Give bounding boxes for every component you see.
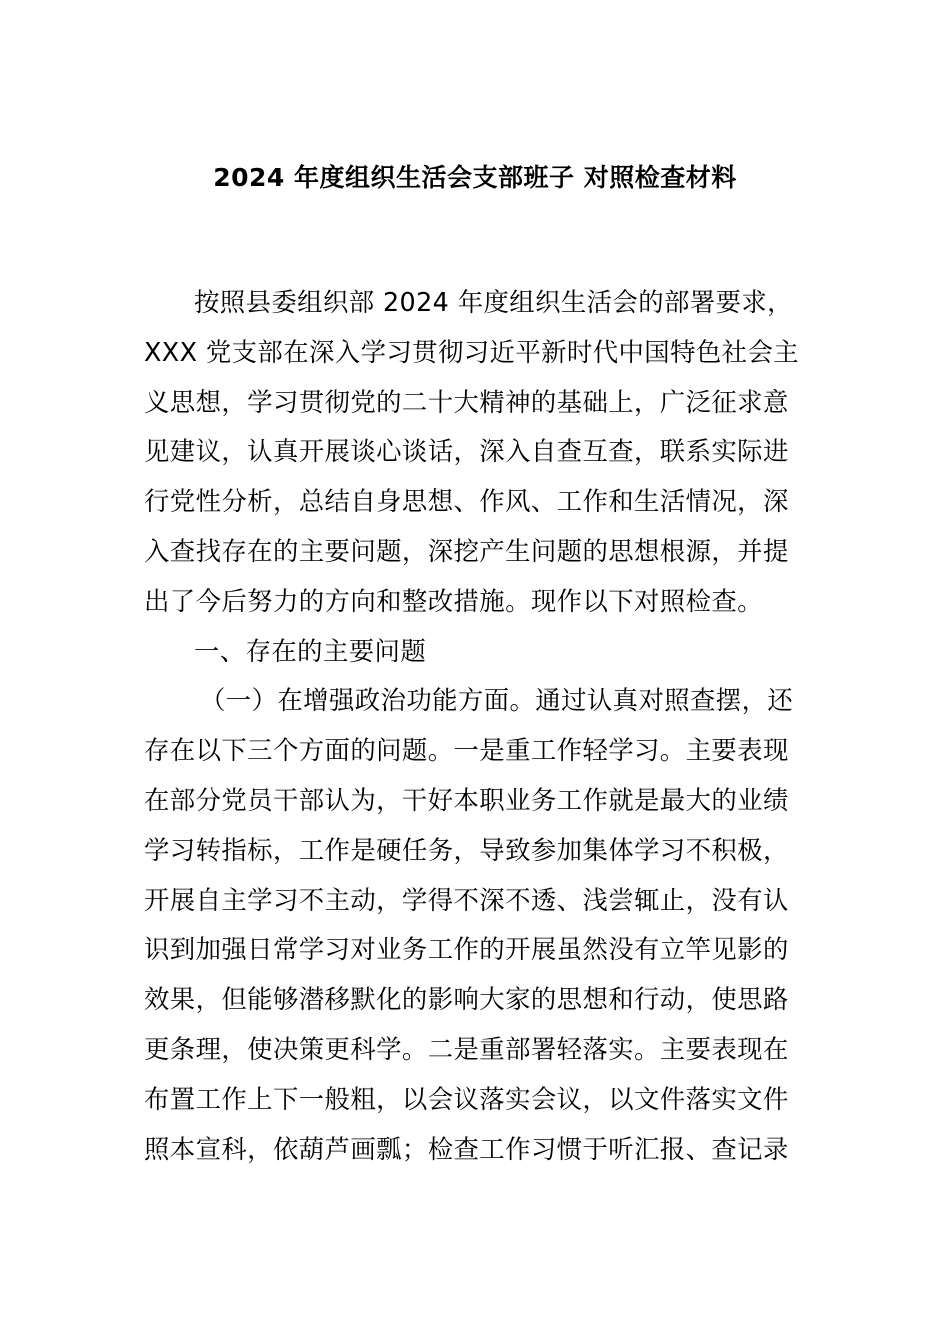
paragraph-line: XXX 党支部在深入学习贯彻习近平新时代中国特色社会主 [144, 336, 800, 367]
paragraph-line: 识到加强日常学习对业务工作的开展虽然没有立竿见影的 [144, 934, 789, 965]
paragraph-line: 出了今后努力的方向和整改措施。现作以下对照检查。 [144, 585, 763, 616]
paragraph-line: 按照县委组织部 2024 年度组织生活会的部署要求， [194, 287, 793, 317]
paragraph-line: （一）在增强政治功能方面。通过认真对照查摆，还 [200, 685, 794, 716]
paragraph-line: 效果，但能够潜移默化的影响大家的思想和行动，使思路 [144, 984, 789, 1015]
document-title: 2024 年度组织生活会支部班子 对照检查材料 [213, 163, 737, 192]
paragraph-line: 更条理，使决策更科学。二是重部署轻落实。主要表现在 [144, 1033, 789, 1064]
paragraph-line: 布置工作上下一般粗，以会议落实会议，以文件落实文件 [144, 1083, 789, 1114]
paragraph-line: 在部分党员干部认为，干好本职业务工作就是最大的业绩 [144, 784, 789, 815]
paragraph-line: 见建议，认真开展谈心谈话，深入自查互查，联系实际进 [144, 436, 789, 467]
paragraph-line: 行党性分析，总结自身思想、作风、工作和生活情况，深 [144, 486, 789, 517]
section-heading: 一、存在的主要问题 [194, 635, 427, 666]
paragraph-line: 存在以下三个方面的问题。一是重工作轻学习。主要表现 [144, 735, 789, 766]
document-body [144, 278, 810, 1174]
paragraph-line: 入查找存在的主要问题，深挖产生问题的思想根源，并提 [144, 535, 789, 566]
paragraph-line: 义思想，学习贯彻党的二十大精神的基础上，广泛征求意 [144, 386, 789, 417]
paragraph-line: 学习转指标，工作是硬任务，导致参加集体学习不积极， [144, 834, 789, 865]
paragraph-line: 照本宣科，依葫芦画瓢；检查工作习惯于听汇报、查记录 [144, 1133, 789, 1164]
paragraph-line: 开展自主学习不主动，学得不深不透、浅尝辄止，没有认 [144, 884, 789, 915]
